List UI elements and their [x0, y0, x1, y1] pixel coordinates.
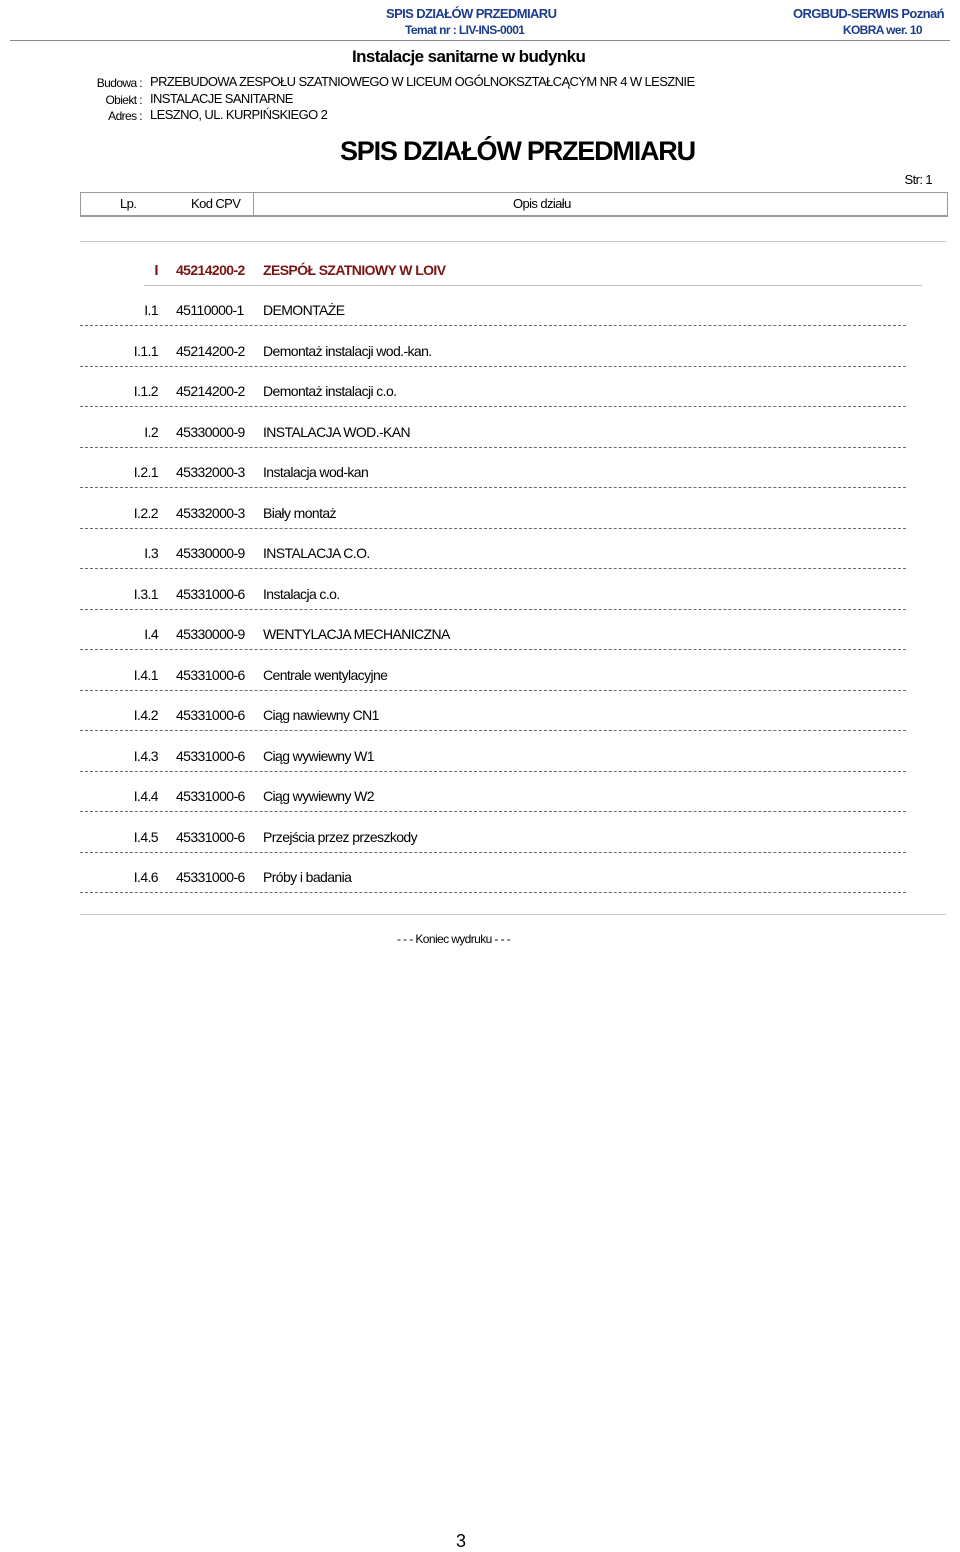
meta-value-obiekt: INSTALACJE SANITARNE — [150, 91, 293, 106]
table-row — [0, 586, 960, 626]
row-cpv: 45331000-6 — [176, 788, 245, 804]
document-title: Instalacje sanitarne w budynku — [352, 47, 586, 66]
row-lp: I.4.1 — [133, 667, 158, 683]
table-row — [0, 869, 960, 909]
table-row — [0, 424, 960, 464]
row-separator — [80, 811, 906, 812]
row-cpv: 45214200-2 — [176, 343, 245, 359]
table-row — [0, 545, 960, 585]
row-desc: Biały montaż — [263, 505, 336, 521]
table-row — [0, 262, 960, 302]
row-lp: I.4.3 — [133, 748, 158, 764]
row-lp: I.4.5 — [133, 829, 158, 845]
row-cpv: 45331000-6 — [176, 829, 245, 845]
row-desc: INSTALACJA WOD.-KAN — [263, 424, 411, 440]
row-desc: Demontaż instalacji wod.-kan. — [263, 343, 432, 359]
row-separator — [80, 892, 906, 893]
row-desc: Demontaż instalacji c.o. — [263, 383, 397, 399]
meta-label-adres: Adres : — [108, 109, 142, 123]
row-separator — [80, 852, 906, 853]
row-desc: ZESPÓŁ SZATNIOWY W LOIV — [263, 262, 446, 278]
row-desc: Instalacja wod-kan — [263, 464, 369, 480]
table-row — [0, 788, 960, 828]
table-row — [0, 748, 960, 788]
row-desc: Instalacja c.o. — [263, 586, 340, 602]
table-top-rule — [80, 241, 946, 242]
row-cpv: 45330000-9 — [176, 424, 245, 440]
row-lp: I.2.1 — [133, 464, 158, 480]
table-row — [0, 707, 960, 747]
row-cpv: 45330000-9 — [176, 626, 245, 642]
row-separator — [80, 609, 906, 610]
row-desc: Ciąg wywiewny W1 — [263, 748, 374, 764]
table-row — [0, 829, 960, 869]
row-desc: WENTYLACJA MECHANICZNA — [263, 626, 450, 642]
row-lp: I.1 — [144, 302, 158, 318]
row-cpv: 45331000-6 — [176, 748, 245, 764]
row-lp: I.4 — [144, 626, 158, 642]
row-desc: DEMONTAŻE — [263, 302, 345, 318]
row-lp: I.1.2 — [133, 383, 158, 399]
row-cpv: 45214200-2 — [176, 262, 245, 278]
row-desc: Przejścia przez przeszkody — [263, 829, 418, 845]
row-separator — [80, 325, 906, 326]
row-separator — [144, 285, 922, 286]
meta-label-budowa: Budowa : — [96, 76, 142, 90]
row-desc: Ciąg nawiewny CN1 — [263, 707, 379, 723]
row-cpv: 45332000-3 — [176, 505, 245, 521]
row-separator — [80, 487, 906, 488]
column-separator — [253, 193, 254, 215]
table-row — [0, 343, 960, 383]
row-lp: I.3 — [144, 545, 158, 561]
row-cpv: 45331000-6 — [176, 869, 245, 885]
row-desc: Ciąg wywiewny W2 — [263, 788, 374, 804]
row-cpv: 45331000-6 — [176, 667, 245, 683]
main-title: SPIS DZIAŁÓW PRZEDMIARU — [340, 136, 695, 166]
page-number: 3 — [456, 1531, 466, 1551]
table-bottom-rule — [80, 914, 946, 915]
row-lp: I.4.4 — [133, 788, 158, 804]
row-separator — [80, 528, 906, 529]
row-lp: I — [154, 262, 158, 279]
row-separator — [80, 447, 906, 448]
row-cpv: 45110000-1 — [176, 302, 244, 318]
column-opis-dzialu: Opis działu — [513, 196, 571, 211]
row-separator — [80, 568, 906, 569]
meta-value-budowa: PRZEBUDOWA ZESPOŁU SZATNIOWEGO W LICEUM OGÓLNOKSZTAŁCĄCYM NR 4 W LESZNIE — [150, 74, 695, 89]
row-separator — [80, 406, 906, 407]
end-of-print: - - - Koniec wydruku - - - — [397, 932, 511, 946]
table-row — [0, 383, 960, 423]
row-desc: Próby i badania — [263, 869, 352, 885]
table-row — [0, 302, 960, 342]
row-separator — [80, 730, 906, 731]
row-desc: Centrale wentylacyjne — [263, 667, 388, 683]
row-separator — [80, 366, 906, 367]
row-separator — [80, 649, 906, 650]
row-lp: I.3.1 — [133, 586, 158, 602]
row-separator — [80, 771, 906, 772]
row-desc: INSTALACJA C.O. — [263, 545, 370, 561]
column-kod-cpv: Kod CPV — [191, 196, 241, 211]
table-row — [0, 667, 960, 707]
header-company: ORGBUD-SERWIS Poznań — [793, 6, 944, 21]
column-header — [80, 192, 948, 217]
header-title: SPIS DZIAŁÓW PRZEDMIARU — [386, 6, 557, 21]
row-cpv: 45330000-9 — [176, 545, 245, 561]
table-row — [0, 626, 960, 666]
row-cpv: 45331000-6 — [176, 586, 245, 602]
meta-value-adres: LESZNO, UL. KURPIŃSKIEGO 2 — [150, 107, 328, 122]
table-row — [0, 464, 960, 504]
row-cpv: 45331000-6 — [176, 707, 245, 723]
column-lp: Lp. — [120, 196, 137, 211]
row-cpv: 45332000-3 — [176, 464, 245, 480]
row-lp: I.4.6 — [133, 869, 158, 885]
header-divider — [10, 40, 950, 41]
page-label: Str: 1 — [904, 172, 932, 187]
table-row — [0, 505, 960, 545]
header-temat: Temat nr : LIV-INS-0001 — [405, 23, 525, 37]
row-cpv: 45214200-2 — [176, 383, 245, 399]
row-lp: I.2 — [144, 424, 158, 440]
row-separator — [80, 690, 906, 691]
header-version: KOBRA wer. 10 — [842, 23, 922, 37]
meta-label-obiekt: Obiekt : — [105, 93, 142, 107]
row-lp: I.2.2 — [133, 505, 158, 521]
row-lp: I.4.2 — [133, 707, 158, 723]
row-lp: I.1.1 — [133, 343, 158, 359]
